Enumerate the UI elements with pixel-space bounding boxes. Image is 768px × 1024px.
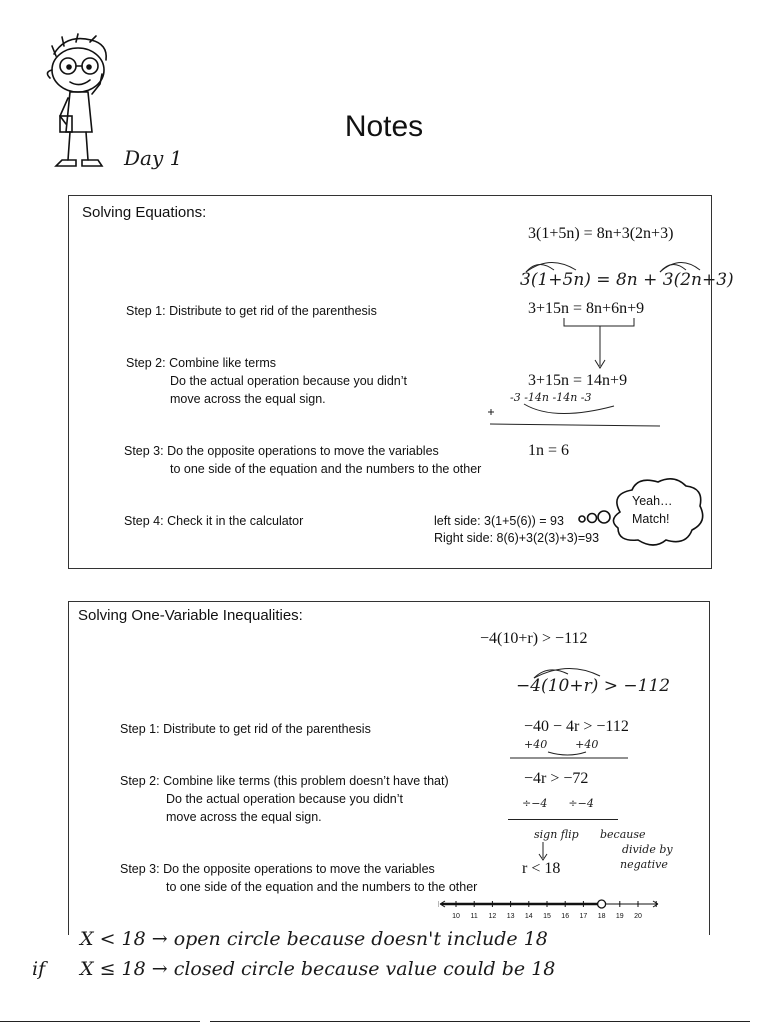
ineq-step1-work: +40 +40	[524, 738, 599, 751]
number-line-tick-label: 20	[634, 913, 642, 920]
ineq-step2-result: −4r > −72	[524, 770, 589, 787]
closed-circle-note: X ≤ 18 → closed circle because value could be 18	[80, 958, 556, 980]
page-bottom-rule-right	[210, 1021, 750, 1022]
ineq-step2-underline	[508, 819, 618, 820]
eq-step2-work: -3 -14n -14n -3	[510, 391, 592, 404]
eq-step2-detail1: Do the actual operation because you didn’t	[170, 374, 407, 388]
because-note-3: negative	[620, 858, 668, 871]
number-line-tick-label: 15	[543, 913, 551, 920]
inequality-distribute-work: −4(10+r) > −112	[516, 676, 671, 696]
if-label: if	[32, 958, 46, 980]
number-line-tick-label: 11	[470, 913, 478, 920]
ineq-step1-underline	[508, 748, 632, 760]
eq-step3-result: 1n = 6	[528, 442, 570, 459]
eq-step4-label: Step 4: Check it in the calculator	[124, 514, 304, 528]
page-bottom-rule-left	[0, 1021, 200, 1022]
equation-problem: 3(1+5n) = 8n+3(2n+3)	[528, 225, 674, 242]
ineq-step1-label: Step 1: Distribute to get rid of the parenthesis	[120, 722, 371, 736]
because-note-2: divide by	[622, 843, 673, 856]
number-line	[438, 896, 660, 924]
day-label: Day 1	[124, 146, 183, 170]
check-right-side: Right side: 8(6)+3(2(3)+3)=93	[434, 531, 600, 545]
eq-step3-label: Step 3: Do the opposite operations to move the variables	[124, 444, 439, 458]
ineq-step3-detail1: to one side of the equation and the numbers to the other	[166, 880, 478, 894]
inequalities-heading: Solving One-Variable Inequalities:	[78, 607, 303, 624]
bubble-text-line2: Match!	[632, 512, 670, 526]
equation-work-lines	[484, 402, 664, 428]
sign-flip-note: sign flip	[534, 828, 579, 841]
ineq-step2-detail2: move across the equal sign.	[166, 810, 322, 824]
combine-bracket	[560, 318, 640, 370]
ineq-step2-label: Step 2: Combine like terms (this problem doesn’t have that)	[120, 774, 449, 788]
ineq-step2-work: ÷−4 ÷−4	[522, 797, 594, 810]
ineq-step2-detail1: Do the actual operation because you didn’t	[166, 792, 403, 806]
open-circle-note: X < 18 → open circle because doesn't include 18	[80, 928, 548, 950]
page-title: Notes	[344, 110, 424, 143]
because-note-1: because	[600, 828, 646, 841]
number-line-tick-label: 19	[615, 913, 624, 920]
distribute-arrows	[520, 258, 710, 274]
eq-step3-detail1: to one side of the equation and the numbers to the other	[170, 462, 482, 476]
number-line-tick-label: 18	[597, 913, 606, 920]
cartoon-student-icon	[36, 32, 126, 182]
number-line-tick-label: 10	[452, 913, 460, 920]
bubble-text-line1: Yeah…	[632, 494, 673, 508]
eq-step2-detail2: move across the equal sign.	[170, 392, 326, 406]
number-line-tick-label: 17	[579, 913, 588, 920]
number-line-tick-label: 12	[488, 913, 497, 920]
check-left-side: left side: 3(1+5(6)) = 93	[434, 514, 564, 528]
open-circle-marker	[598, 900, 606, 908]
ineq-step3-result: r < 18	[522, 860, 561, 877]
number-line-tick-label: 16	[561, 913, 570, 920]
number-line-tick-label: 14	[524, 913, 533, 920]
equations-heading: Solving Equations:	[82, 204, 207, 221]
eq-step1-result: 3+15n = 8n+6n+9	[528, 300, 645, 317]
ineq-step1-result: −40 − 4r > −112	[524, 718, 629, 735]
eq-step2-label: Step 2: Combine like terms	[126, 356, 277, 370]
ineq-step3-label: Step 3: Do the opposite operations to move the variables	[120, 862, 435, 876]
eq-step1-label: Step 1: Distribute to get rid of the parenthesis	[126, 304, 377, 318]
equation-distribute-work: 3(1+5n) = 8n + 3(2n+3)	[520, 270, 734, 290]
eq-step2-result: 3+15n = 14n+9	[528, 372, 628, 389]
number-line-tick-label: 13	[506, 913, 515, 920]
ineq-distribute-arrow	[528, 664, 608, 680]
sign-flip-arrow	[536, 842, 550, 862]
inequality-problem: −4(10+r) > −112	[480, 630, 588, 647]
